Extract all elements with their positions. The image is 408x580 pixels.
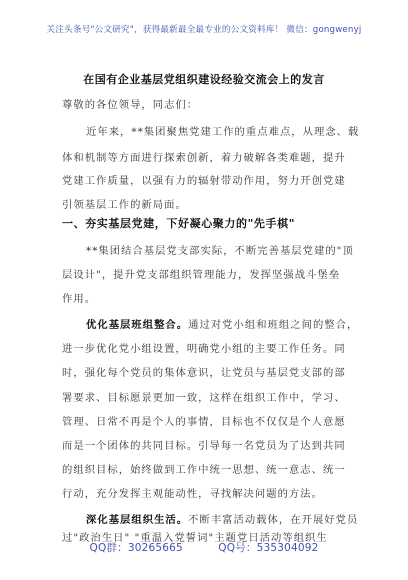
document-title: 在国有企业基层党组织建设经验交流会上的发言 — [83, 73, 325, 86]
para3-line-6: 而是一个团体的共同目标。引导每一名党员为了达到共同 — [62, 440, 346, 452]
para3-line-4: 署要求、目标愿景更加一致，这样在组织工作中，学习、 — [62, 392, 346, 404]
para4-line-1 — [86, 511, 392, 526]
para1-line-2: 体和机制等方面进行探索创新，着力破解各类难题，提升 — [62, 152, 346, 164]
para2-line-2: 层设计"，提升党支部组织管理能力，发挥坚强战斗堡垒 — [62, 269, 341, 281]
salutation: 尊敬的各位领导，同志们： — [62, 99, 199, 111]
para1-line-3: 党建工作质量，以强有力的辐射带动作用，努力开创党建 — [62, 175, 346, 187]
para3-line-7: 的组织目标，始终做到工作中统一思想、统一意志、统一 — [62, 464, 346, 476]
para4-line-2: 过"政治生日" "重温入党誓词"主题党日活动等组织生 — [62, 532, 328, 544]
header-banner: 关注头条号"公文研究"，获得最新最全最专业的公文资料库！ 微信：gongwenyj — [46, 25, 362, 35]
para2-line-3: 作用。 — [62, 293, 97, 305]
para3-line-2: 进一步优化党小组设置，明确党小组的主要工作任务。同 — [62, 343, 346, 355]
para1-line-1: 近年来，**集团聚焦党建工作的重点难点，从理念、载 — [86, 126, 360, 138]
para4-lead: 深化基层组织生活。 — [86, 514, 189, 526]
para3-line-8: 行动，充分发挥主观能动性，寻找解决问题的方法。 — [62, 488, 323, 500]
para1-line-4: 引领基层工作的新局面。 — [62, 199, 187, 211]
section-heading: 一、夯实基层党建，下好凝心聚力的"先手棋" — [62, 217, 296, 230]
para3-line-5: 管理、日常不再是个人的事情，目标也不仅仅是个人意愿 — [62, 416, 346, 428]
para3-lead: 优化基层班组整合。 — [86, 319, 189, 331]
para3-line-1 — [86, 316, 392, 331]
para4-first-rest: 不断丰富活动载体，在开展好党员 — [188, 514, 359, 526]
para3-first-rest: 通过对党小组和班组之间的整合， — [188, 319, 359, 331]
footer-contacts: QQ群：30265665 QQ号：535304092 — [89, 542, 319, 554]
para3-line-3: 时，强化每个党员的集体意识，让党员与基层党支部的部 — [62, 367, 346, 379]
para2-line-1: **集团结合基层党支部实际，不断完善基层党建的"顶 — [86, 245, 354, 257]
